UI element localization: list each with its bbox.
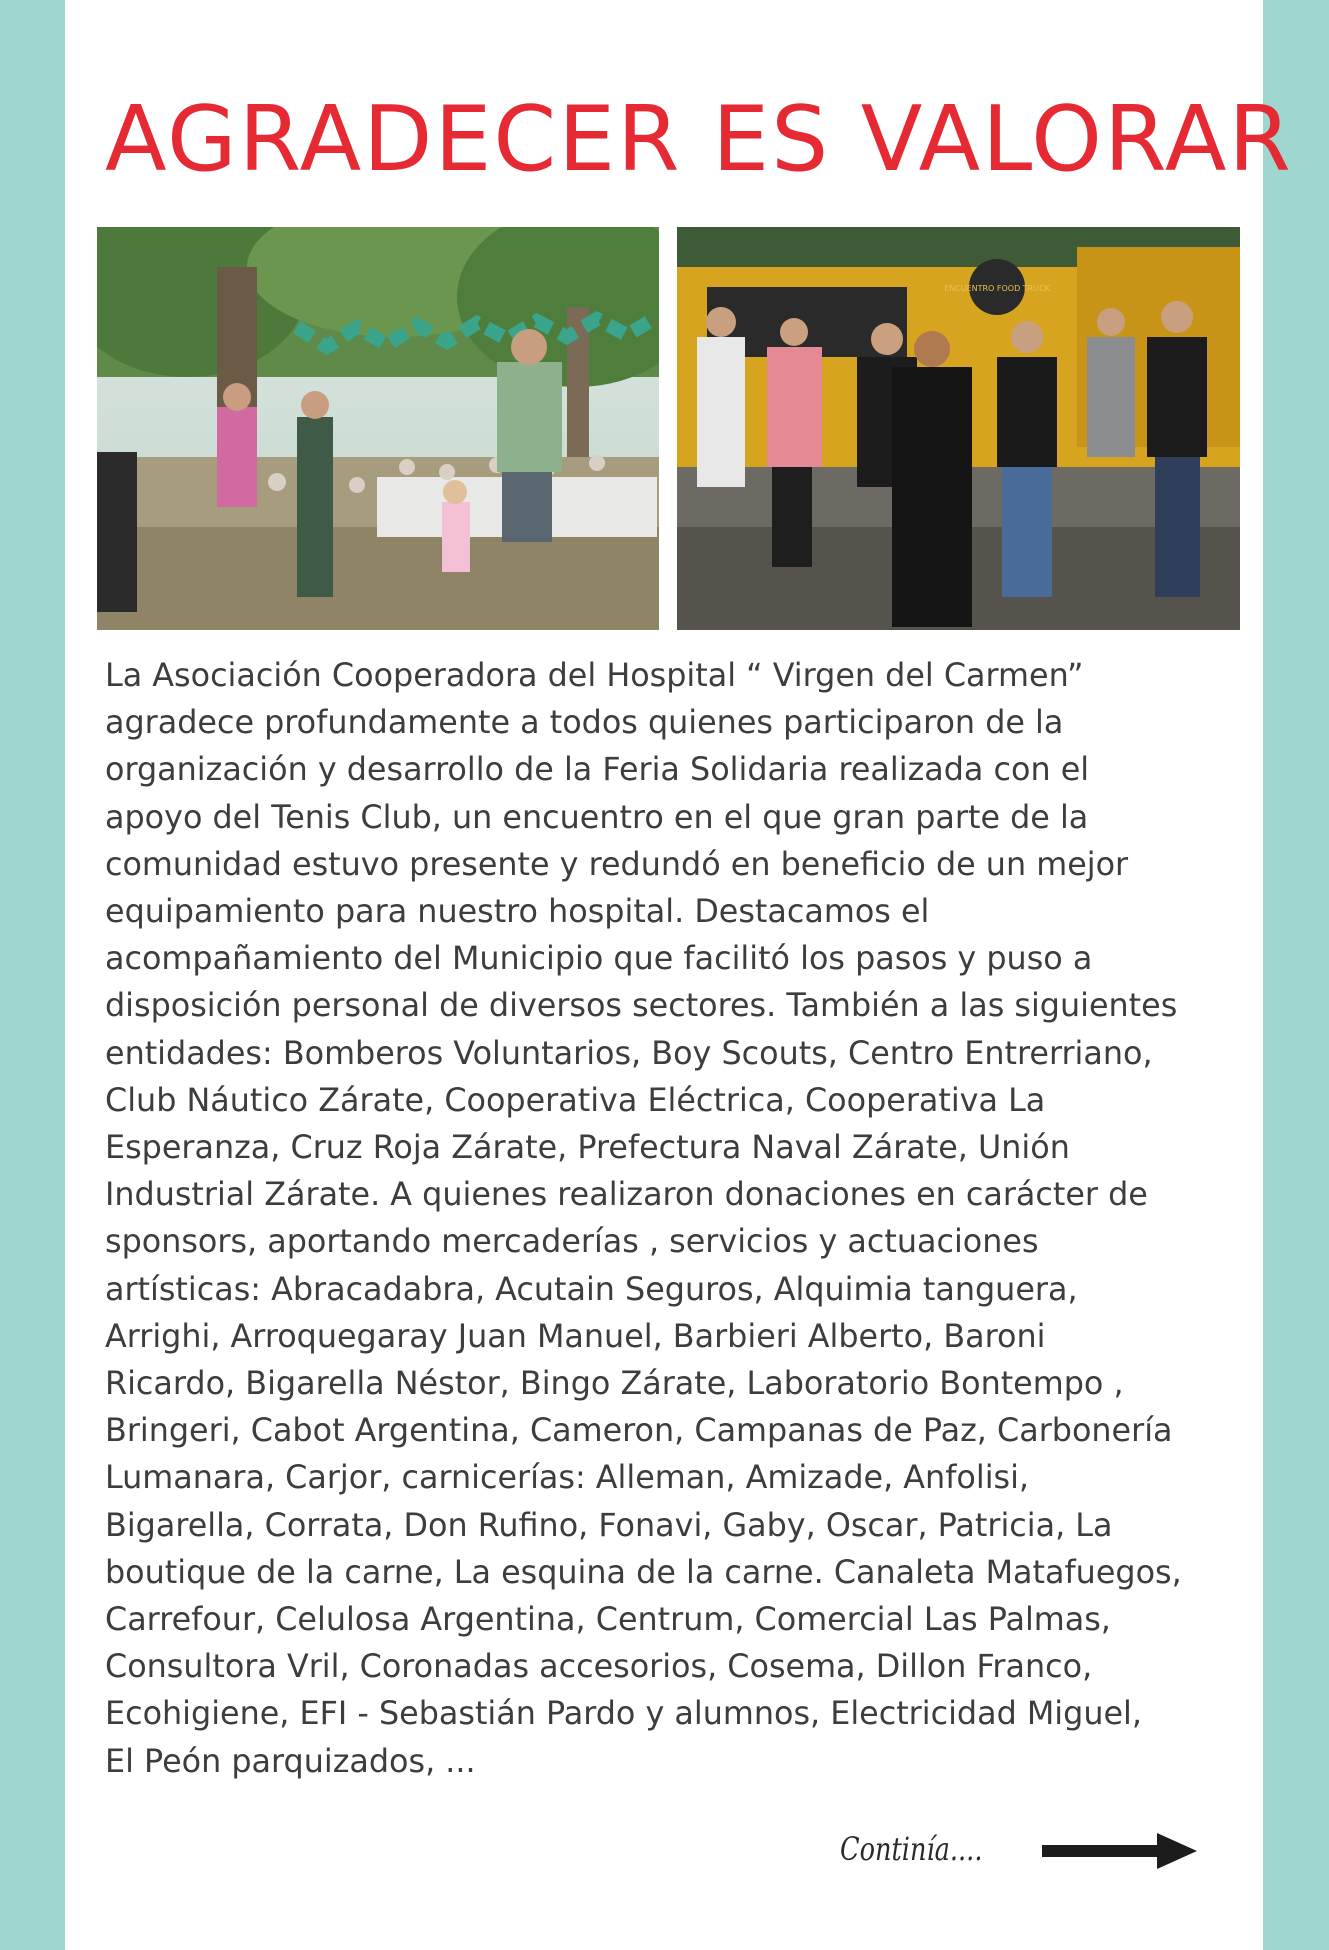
photo-feria-crowd xyxy=(97,227,659,630)
photo-food-truck-queue xyxy=(677,227,1240,630)
truck-label: ENCUENTRO FOOD TRUCK xyxy=(944,284,1050,293)
continue-label: Continía.... xyxy=(840,1830,983,1868)
poster-page xyxy=(65,0,1293,1950)
page-title: AGRADECER ES VALORAR xyxy=(105,87,1293,192)
body-paragraph: La Asociación Cooperadora del Hospital “ Virgen del Carmen” agradece profundamente a todos quienes participaron de la organización y desarrollo de la Feria Solidaria realizada con el apoyo del Tenis Club, un encuentro en el que gran parte de la comunidad estuvo presente y redundó en beneficio de un mejor equipamiento para nuestro hospital. Destacamos el acompañamiento del Municipio que facilitó los pasos y puso a disposición personal de diversos sectores. También a las siguientes entidades: Bomberos Voluntarios, Boy Scouts, Centro Entrerriano, Club Náutico Zárate, Cooperativa Eléctrica, Cooperativa La Esperanza, Cruz Roja Zárate, Prefectura Naval Zárate, Unión Industrial Zárate. A quienes realizaron donaciones en carácter de sponsors, aportando mercaderías , servicios y actuaciones artísticas: Abracadabra, Acutain Seguros, Alquimia tanguera, Arrighi, Arroquegaray Juan Manuel, Barbieri Alberto, Baroni Ricardo, Bigarella Néstor, Bingo Zárate, Laboratorio Bontempo , Bringeri, Cabot Argentina, Cameron, Campanas de Paz, Carbonería Lumanara, Carjor, carnicerías: Alleman, Amizade, Anfolisi, Bigarella, Corrata, Don Rufino, Fonavi, Gaby, Oscar, Patricia, La boutique de la carne, La esquina de la carne. Canaleta Matafuegos, Carrefour, Celulosa Argentina, Centrum, Comercial Las Palmas, Consultora Vril, Coronadas accesorios, Cosema, Dillon Franco, Ecohigiene, EFI - Sebastián Pardo y alumnos, Electricidad Miguel, El Peón parquizados, ... xyxy=(105,657,1182,1780)
right-arrow-icon xyxy=(1042,1833,1197,1869)
